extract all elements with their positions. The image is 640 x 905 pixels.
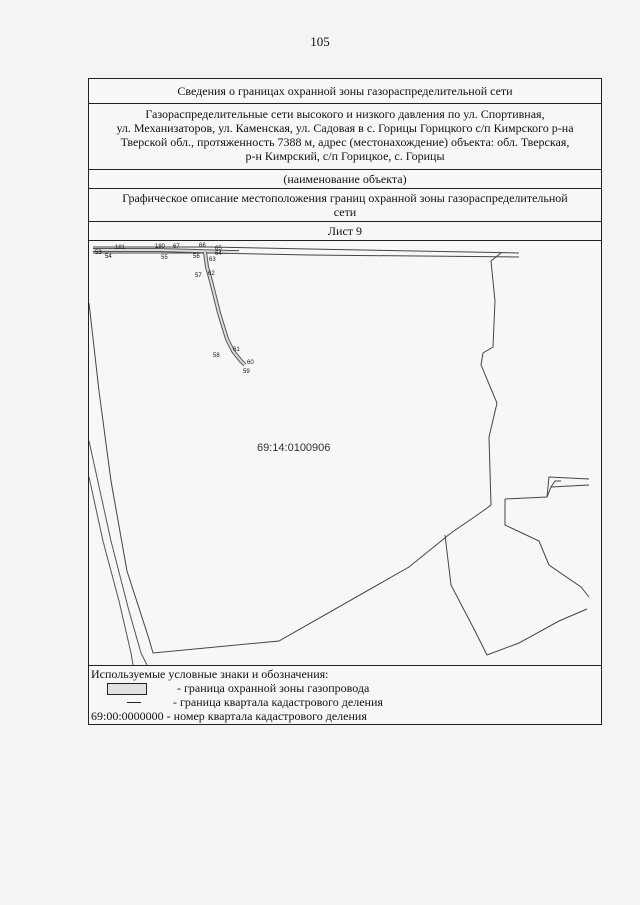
object-description [89, 104, 601, 170]
object-line: Газораспределительные сети высокого и низкого давления по ул. Спортивная, [145, 107, 545, 121]
legend-title: Используемые условные знаки и обозначения: [91, 667, 329, 681]
point-label: 181 [115, 245, 126, 251]
sheet-label: Лист 9 [89, 222, 601, 241]
description-line: сети [333, 205, 357, 219]
object-line: ул. Механизаторов, ул. Каменская, ул. Садовая в с. Горицы Горицкого с/п Кимрского р-на [116, 121, 574, 135]
point-label: 61 [233, 347, 240, 353]
adjacent-parcels [445, 477, 589, 655]
point-label: 56 [193, 254, 200, 260]
legend [89, 666, 601, 724]
point-labels [95, 243, 254, 375]
left-road [89, 441, 147, 665]
legend-item: - граница квартала кадастрового деления [173, 695, 383, 709]
point-label: 57 [195, 273, 202, 279]
point-label: 67 [173, 244, 180, 250]
description-title [89, 189, 601, 222]
document-table [88, 78, 602, 725]
zone-boundary-symbol [107, 683, 147, 695]
cadastral-quarter-label: 69:14:0100906 [257, 442, 331, 454]
map-drawing [89, 241, 601, 665]
point-label: 53 [95, 250, 102, 256]
object-caption: (наименование объекта) [89, 170, 601, 189]
point-label: 60 [247, 360, 254, 366]
point-label: 65 [215, 246, 222, 252]
point-label: 64 [215, 251, 222, 257]
quarter-boundary-symbol [127, 702, 141, 703]
object-line: Тверской обл., протяженность 7388 м, адрес (местонахождение) объекта: обл. Тверская, [120, 135, 570, 149]
page-number: 105 [310, 34, 330, 49]
section-title: Сведения о границах охранной зоны газораспределительной сети [89, 79, 601, 104]
point-label: 62 [208, 271, 215, 277]
point-label: 59 [243, 369, 250, 375]
cadastral-map [89, 241, 601, 666]
point-label: 58 [213, 353, 220, 359]
description-line: Графическое описание местоположения границ охранной зоны газораспределительной [122, 191, 568, 205]
legend-item: - граница охранной зоны газопровода [177, 681, 370, 695]
point-label: 66 [199, 243, 206, 249]
point-label: 180 [155, 244, 166, 250]
point-label: 54 [105, 254, 112, 260]
legend-item: 69:00:0000000 - номер квартала кадастрового деления [91, 709, 367, 723]
point-label: 63 [209, 257, 216, 263]
point-label: 55 [161, 255, 168, 261]
pipeline-zone [93, 250, 245, 365]
object-line: р-н Кимрский, с/п Горицкое, с. Горицы [245, 149, 445, 163]
